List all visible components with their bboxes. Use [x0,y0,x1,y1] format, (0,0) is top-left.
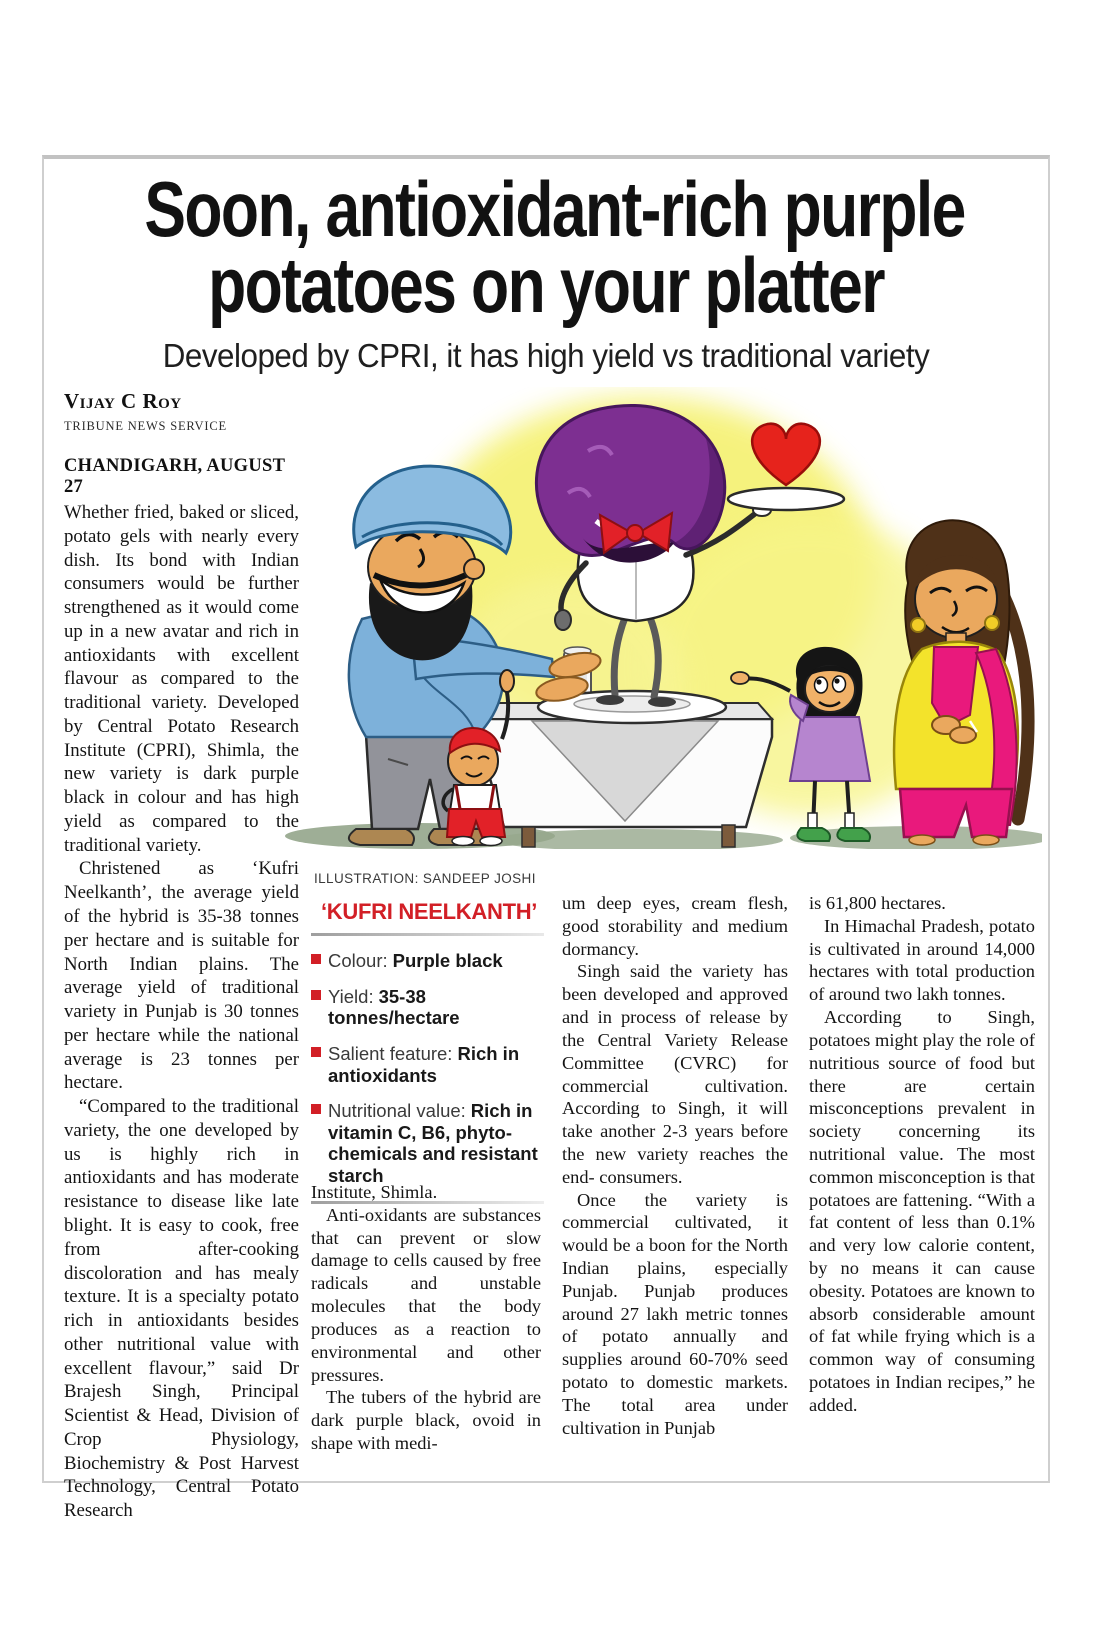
news-agency: TRIBUNE NEWS SERVICE [64,419,227,433]
byline: Vijay C Roy [64,389,182,413]
article-paragraph: Christened as ‘Kufri Neelkanth’, the average yield of the hybrid is 35-38 tonnes per hectare and is suitable for North Indian plains. The average yield of traditional variety in Punjab is 30 tonnes per hectare while the national average is 23 tonnes per hectare. [64,858,299,1094]
factbox-item-label: Nutritional value: [328,1100,466,1122]
article-paragraph: Anti-oxidants are substances that can prevent or slow damage to cells caused by free radicals and unstable molecules that the body produces as a reaction to environmental and other pressures. [311,1204,541,1385]
bullet-square-icon [311,990,321,1000]
deck: Developed by CPRI, it has high yield vs traditional variety [162,337,930,374]
factbox-item-label: Yield: [328,985,374,1007]
headline [44,165,1048,329]
factbox-title: ‘KUFRI NEELKANTH’ [321,899,538,924]
headline-line-2: potatoes on your platter [208,241,884,329]
article-paragraph: is 61,800 hectares. [809,893,946,913]
article-paragraph: um deep eyes, cream flesh, good storability and medium dormancy. [562,893,788,959]
woman-figure [894,520,1028,845]
column-4 [809,892,1035,1417]
dateline: CHANDIGARH, AUGUST 27 [64,456,285,497]
article-paragraph: Once the variety is commercial cultivated, it would be a boon for the North Indian plains, especially Punjab. Punjab produces around 27 lakh metric tonnes of potato annually and supplies around 60-70% seed potato to domestic markets. The total area under cultivation in Punjab [562,1189,788,1438]
bullet-square-icon [311,1104,321,1114]
article-paragraph: According to Singh, potatoes might play the role of nutritious source of food but there are certain misconceptions prevalent in society concerning its nutritional value. The most common misconception is that potatoes are fattening. “With a fat content of less than 0.1% and very low calorie content, by no means it can cause obesity. Potatoes are known to absorb considerable amount of fat while frying which is a common way of consuming potatoes in Indian recipes,” he added. [809,1007,1035,1415]
bullet-square-icon [311,954,321,964]
headline-line-1: Soon, antioxidant-rich purple [144,165,965,253]
table [478,703,772,847]
column-1 [64,389,299,1523]
article-clipping [42,155,1050,1522]
column-3 [562,892,788,1440]
factbox-item-value: 35-38 tonnes/hectare [328,985,460,1029]
article-paragraph: “Compared to the traditional variety, the one developed by us is highly rich in antioxidants and has moderate resistance to disease like late blight. It is easy to cook, free from after-cooking discoloration and has mealy texture. It is a specialty potato rich in antioxidants besides other nutritional value with excellent flavour,” said Dr Brajesh Singh, Principal Scientist & Head, Division of Crop Physiology, Biochemistry & Post Harvest Technology, Central Potato Research [64,1096,299,1522]
potato-family-illustration [270,387,1042,849]
factbox-item-label: Salient feature: [328,1042,453,1064]
factbox-divider-top [311,933,544,936]
factbox-item [311,1043,544,1086]
illustration-credit: ILLUSTRATION: SANDEEP JOSHI [314,871,536,886]
article-paragraph: Whether fried, baked or sliced, potato gels with nearly every dish. Its bond with Indian consumers would be further strengthened as it would come up in a new avatar and rich in antioxidants with excellent flavour as compared to the traditional variety. Developed by Central Potato Research Institute (CPRI), Shimla, the new variety is dark purple black in colour and has high yield as compared to the traditional variety. [64,502,299,856]
factbox-item [311,986,544,1029]
factbox-item [311,1100,544,1187]
article-paragraph: The tubers of the hybrid are dark purple black, ovoid in shape with medi- [311,1387,541,1453]
factbox-item-value: Rich in vitamin C, B6, phyto-chemicals and resistant starch [328,1100,538,1187]
factbox-kufri-neelkanth [311,899,544,1204]
factbox-item [311,950,544,972]
bullet-square-icon [311,1047,321,1057]
column-2 [311,1181,541,1455]
factbox-item-label: Colour: [328,950,388,971]
article-paragraph: Institute, Shimla. [311,1182,438,1202]
factbox-item-value: Rich in antioxidants [328,1042,520,1086]
factbox-item-value: Purple black [392,950,503,971]
article-paragraph: In Himachal Pradesh, potato is cultivated in around 14,000 hectares with total production of around two lakh tonnes. [809,915,1035,1005]
article-paragraph: Singh said the variety has been developed and approved and in process of release by the Central Variety Release Committee (CVRC) for commercial cultivation. According to Singh, it will take another 2-3 years before the new variety reaches the end- consumers. [562,961,788,1187]
